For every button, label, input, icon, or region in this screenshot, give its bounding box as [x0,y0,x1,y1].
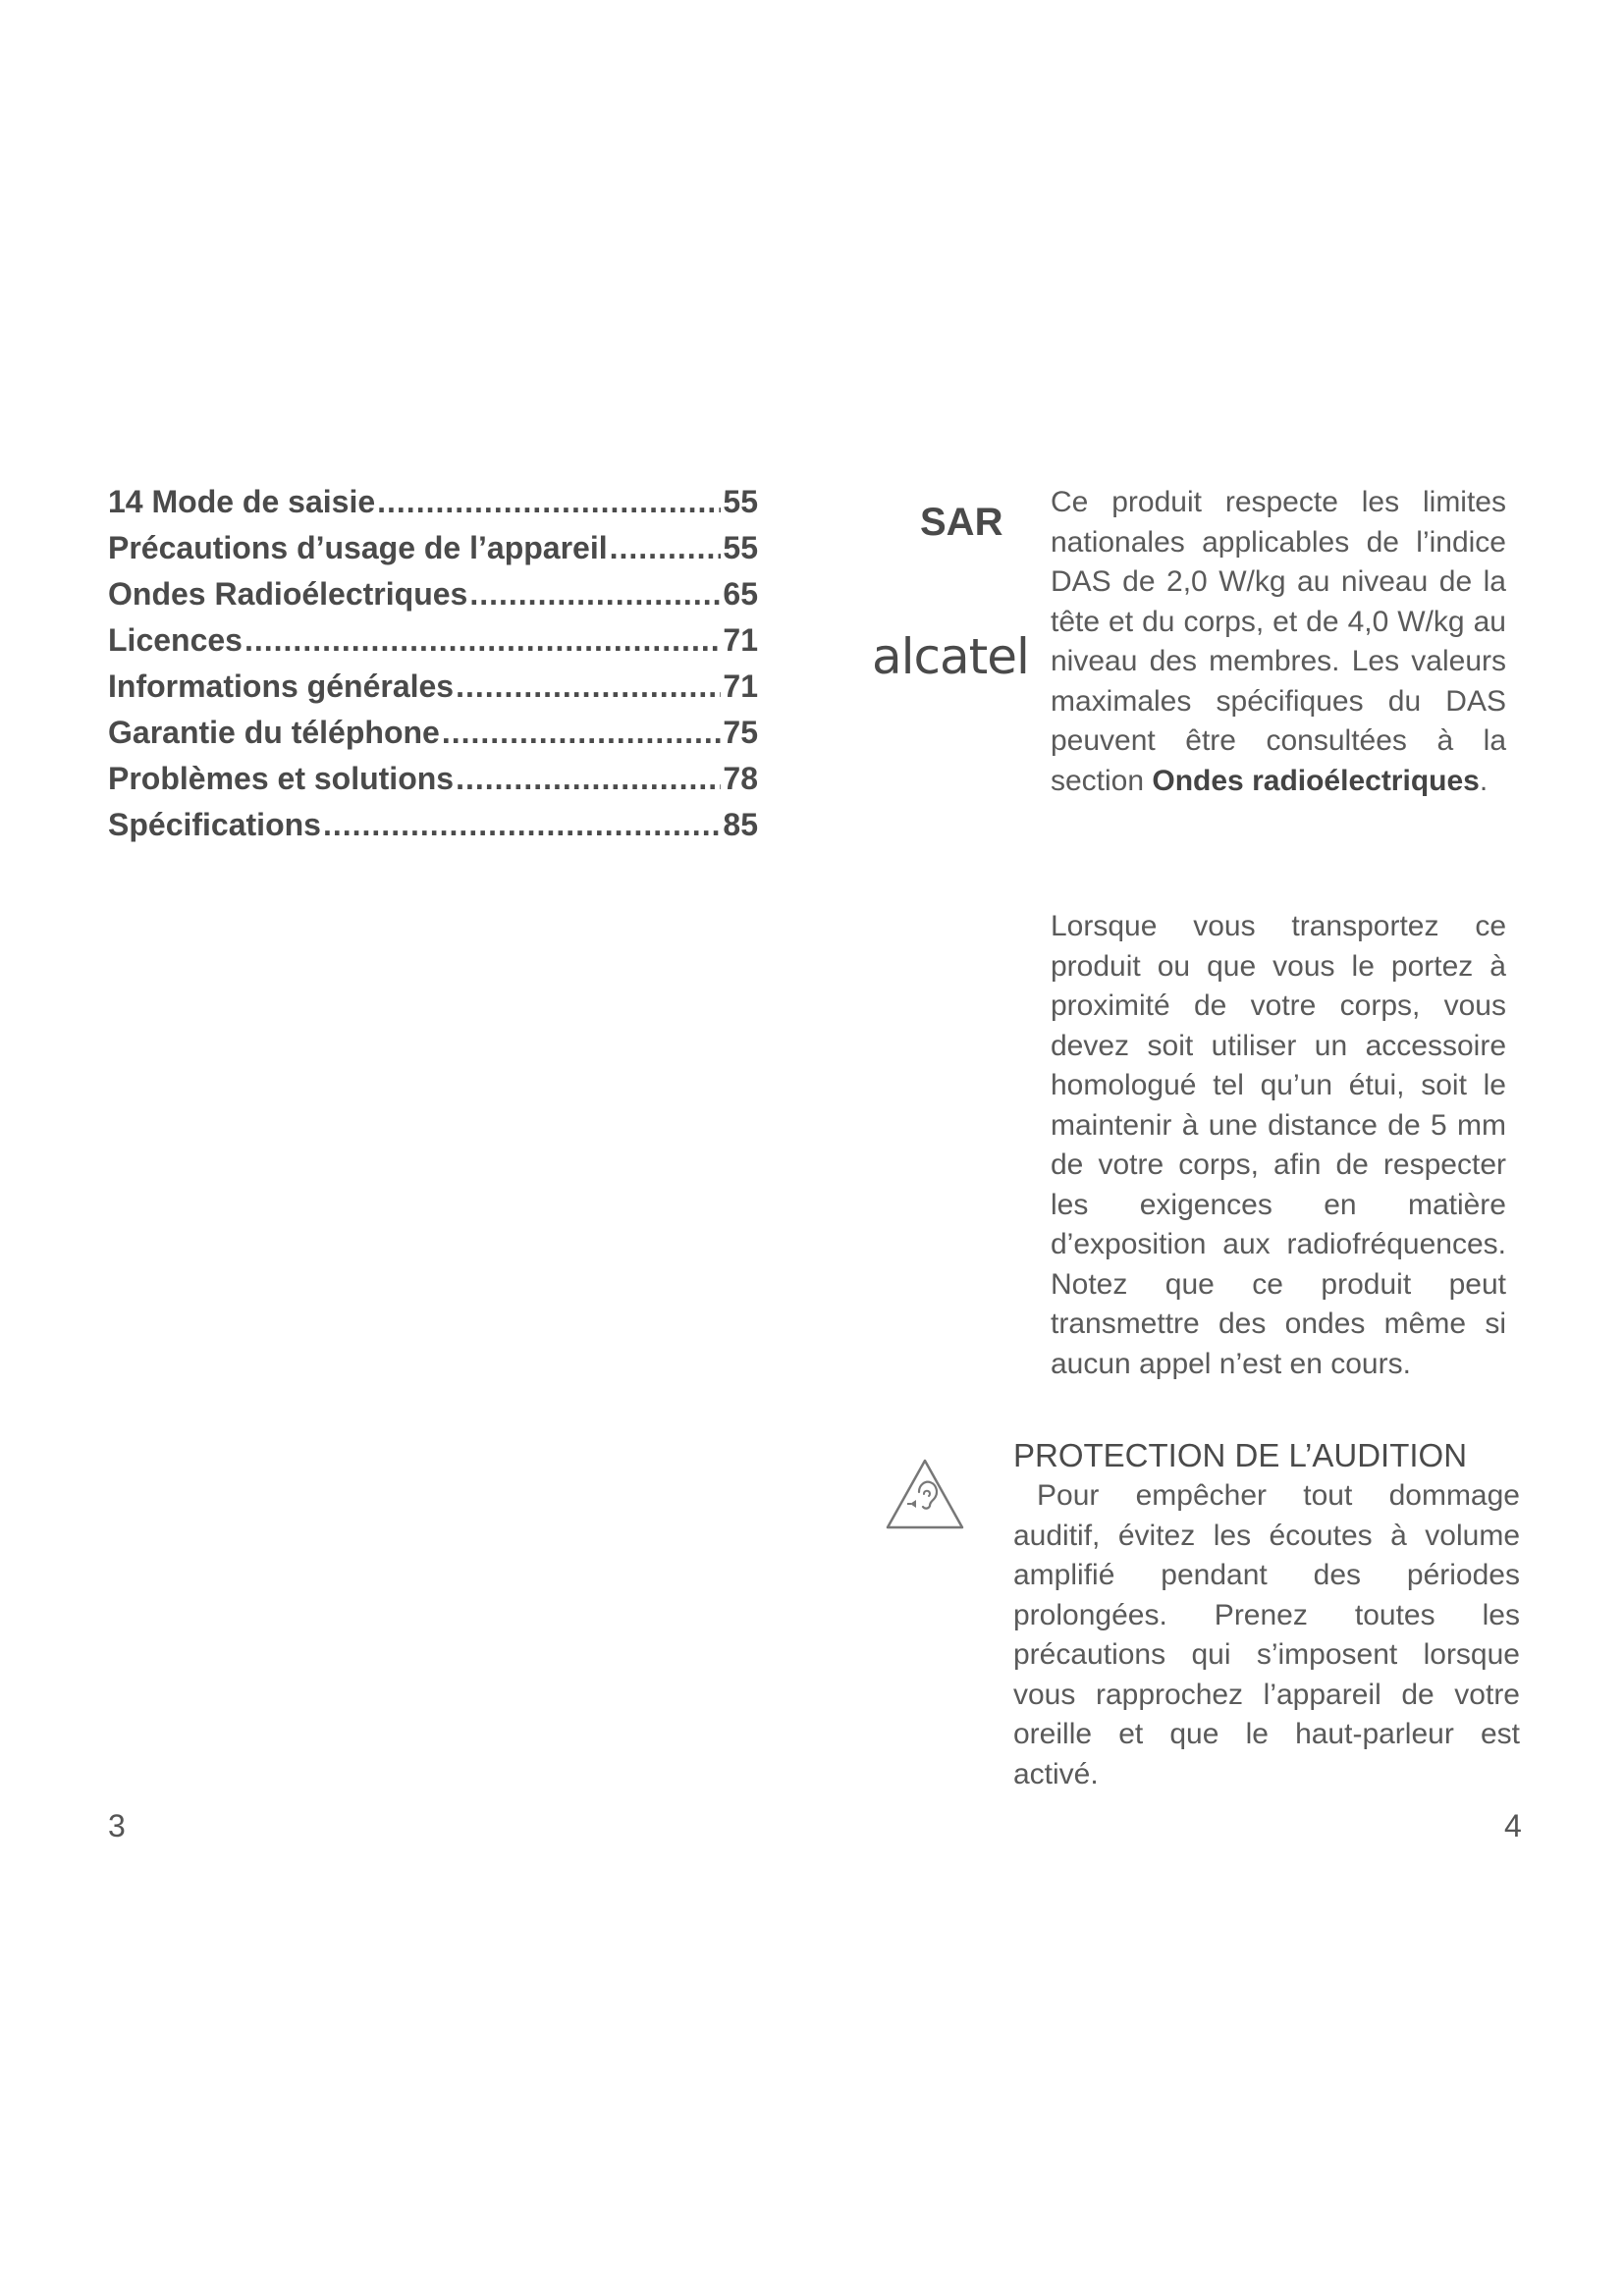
body-distance-paragraph: Lorsque vous transportez ce produit ou que vous le portez à proximité de votre corps, vous devez soit utiliser un accessoire homologué tel qu’un étui, soit le maintenir à une distance de 5 mm de votre corps, afin de respecter les exigences en matière d’exposition aux radiofréquences. Notez que ce produit peut transmettre des ondes même si aucun appel n’est en cours. [1051,910,1506,1380]
sar-link-ondes: Ondes radioélectriques [1152,764,1480,797]
toc-item-label: Spécifications [108,807,321,842]
hearing-protection-title: PROTECTION DE L’AUDITION [1013,1437,1468,1473]
toc-item-ondes[interactable] [108,576,758,622]
toc-item-precautions[interactable] [108,530,758,576]
hearing-protection-text: Pour empêcher tout dommage auditif, évitez les écoutes à volume amplifié pendant des périodes prolongées. Prenez toutes les précautions qui s’imposent lorsque vous rapprochez l’appareil de votre oreille et que le haut-parleur est activé. [1013,1479,1520,1790]
sar-paragraph-text: Ce produit respecte les limites nationales applicables de l’indice DAS de 2,0 W/kg au niveau de la tête et du corps, et de 4,0 W/kg au niveau des membres. Les valeurs maximales spécifiques du DAS peuvent être consultées à la section [1051,486,1506,797]
toc-item-page: 71 [723,622,758,658]
sar-paragraph [1051,483,1506,801]
table-of-contents [108,484,758,853]
toc-leader-dots [442,715,722,751]
toc-item-page: 85 [723,807,758,842]
toc-leader-dots [323,807,721,843]
toc-item-label: 14 Mode de saisie [108,484,376,519]
toc-leader-dots [610,530,722,566]
toc-item-garantie[interactable] [108,715,758,761]
toc-item-label: Licences [108,622,243,658]
toc-item-page: 65 [723,576,758,612]
sar-paragraph-end: . [1479,764,1489,797]
toc-leader-dots [469,576,721,613]
toc-item-problemes[interactable] [108,761,758,807]
toc-item-page: 55 [723,530,758,565]
hearing-warning-icon [884,1457,966,1531]
toc-item-page: 75 [723,715,758,750]
toc-item-page: 78 [723,761,758,796]
toc-leader-dots [456,668,721,705]
toc-item-page: 55 [723,484,758,519]
toc-item-specifications[interactable] [108,807,758,853]
toc-leader-dots [456,761,721,797]
sar-label: SAR [920,501,1003,544]
toc-item-label: Ondes Radioélectriques [108,576,468,612]
toc-item-licences[interactable] [108,622,758,668]
toc-item-label: Informations générales [108,668,455,704]
alcatel-logo [872,628,1039,687]
toc-leader-dots [244,622,721,659]
toc-item-informations[interactable] [108,668,758,715]
page-number-left: 3 [108,1808,126,1843]
page-number-right: 4 [1504,1808,1522,1843]
toc-item-mode-de-saisie[interactable] [108,484,758,530]
hearing-protection-section [1013,1435,1524,1794]
toc-item-label: Garantie du téléphone [108,715,440,750]
toc-item-label: Problèmes et solutions [108,761,455,796]
toc-item-label: Précautions d’usage de l’appareil [108,530,608,565]
toc-item-page: 71 [723,668,758,704]
toc-leader-dots [377,484,721,520]
alcatel-logo-text: alcatel [872,628,1029,685]
